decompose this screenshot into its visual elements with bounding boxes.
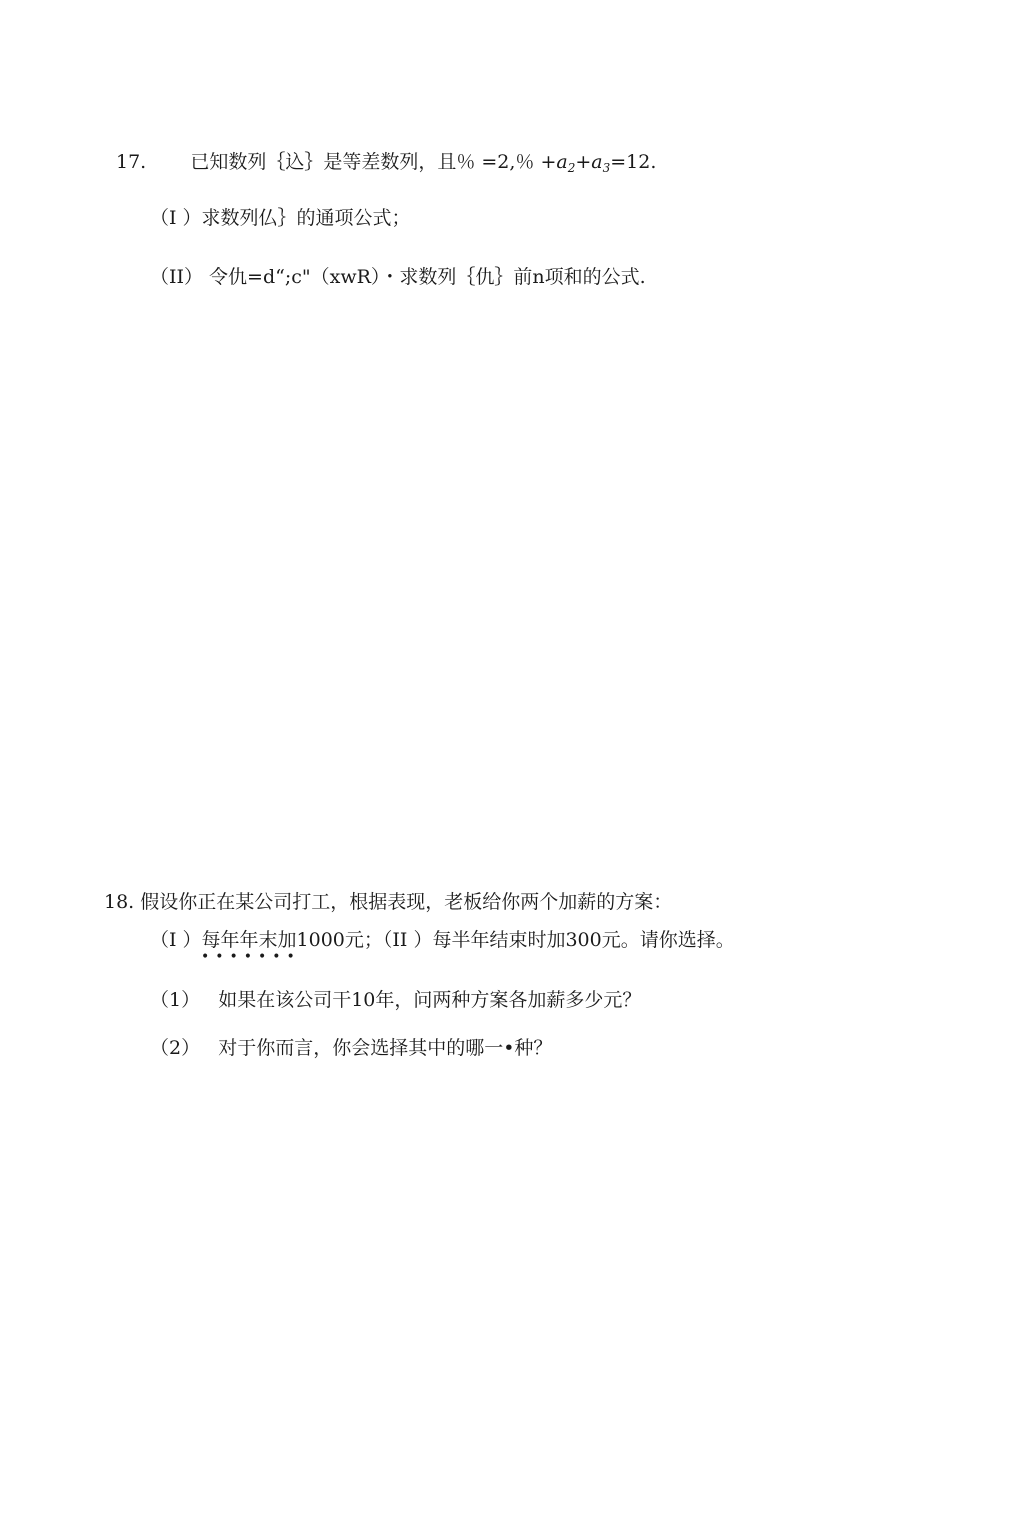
q18-sub2-text: 对于你而言，你会选择其中的哪一•种？: [218, 1037, 553, 1059]
q17-number: 17.: [116, 151, 147, 173]
q18-sub1-text: 如果在该公司干10年，问两种方案各加薪多少元？: [218, 989, 642, 1011]
q18-sub1-label: （1）: [150, 989, 201, 1011]
q17-a2: a: [556, 151, 568, 173]
q18-sub2-label: （2）: [150, 1037, 201, 1059]
q17-stem: [116, 150, 656, 174]
q17-a2-subscript: 2: [567, 161, 576, 175]
q17-plus: +: [575, 151, 592, 173]
q17-part2: （II） 令仇=d“;c"（xwR）・求数列｛仇｝前n项和的公式.: [150, 266, 646, 288]
q18-options: （I ）每年年末加1000元；（II ）每半年结束时加300元。请你选择。: [150, 929, 735, 951]
q18-number: 18.: [104, 891, 135, 913]
q18-sub2: [150, 1036, 552, 1060]
q17-a3-subscript: 3: [602, 161, 611, 175]
q18-stem-text: 假设你正在某公司打工，根据表现，老板给你两个加薪的方案：: [140, 891, 673, 913]
q17-stem-suffix: =12.: [610, 151, 657, 173]
q18-sub1: [150, 988, 641, 1012]
q17-part1: （I ）求数列仏｝的通项公式；: [150, 207, 411, 229]
q18-stem: [104, 890, 672, 914]
q17-stem-prefix: 已知数列｛込｝是等差数列，且％ =2,％ +: [190, 151, 557, 173]
q17-a3: a: [591, 151, 603, 173]
q18-emphasis-dots: •••••••: [201, 949, 301, 965]
